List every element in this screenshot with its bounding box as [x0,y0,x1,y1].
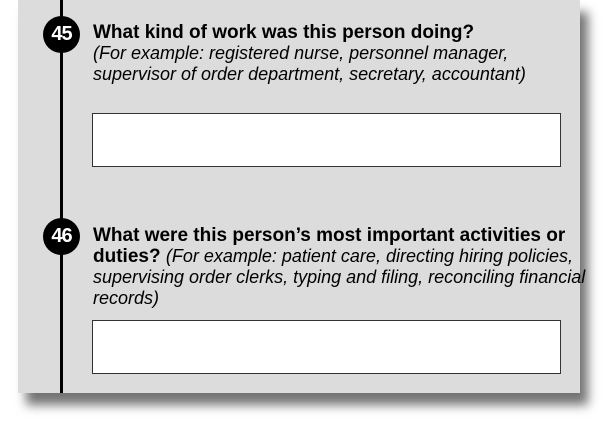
question-45-example: (For example: registered nurse, personnel manager, supervisor of order department, secretary, accountant) [93,43,526,84]
question-46-text [93,225,593,309]
question-45-number-badge: 45 [43,16,80,53]
question-connector-line [60,0,63,393]
question-45-prompt: What kind of work was this person doing? [93,22,475,43]
question-46-prompt: What were this person’s most important activities or duties? [93,225,566,267]
form-panel [18,0,586,393]
question-46-answer-field[interactable] [92,320,561,374]
question-45-answer-field[interactable] [92,113,561,167]
question-46-number-badge: 46 [43,218,80,255]
question-45-text [93,22,593,85]
question-46-example: (For example: patient care, directing hiring policies, supervising order clerks, typing and filing, reconciling financial records) [93,246,586,308]
